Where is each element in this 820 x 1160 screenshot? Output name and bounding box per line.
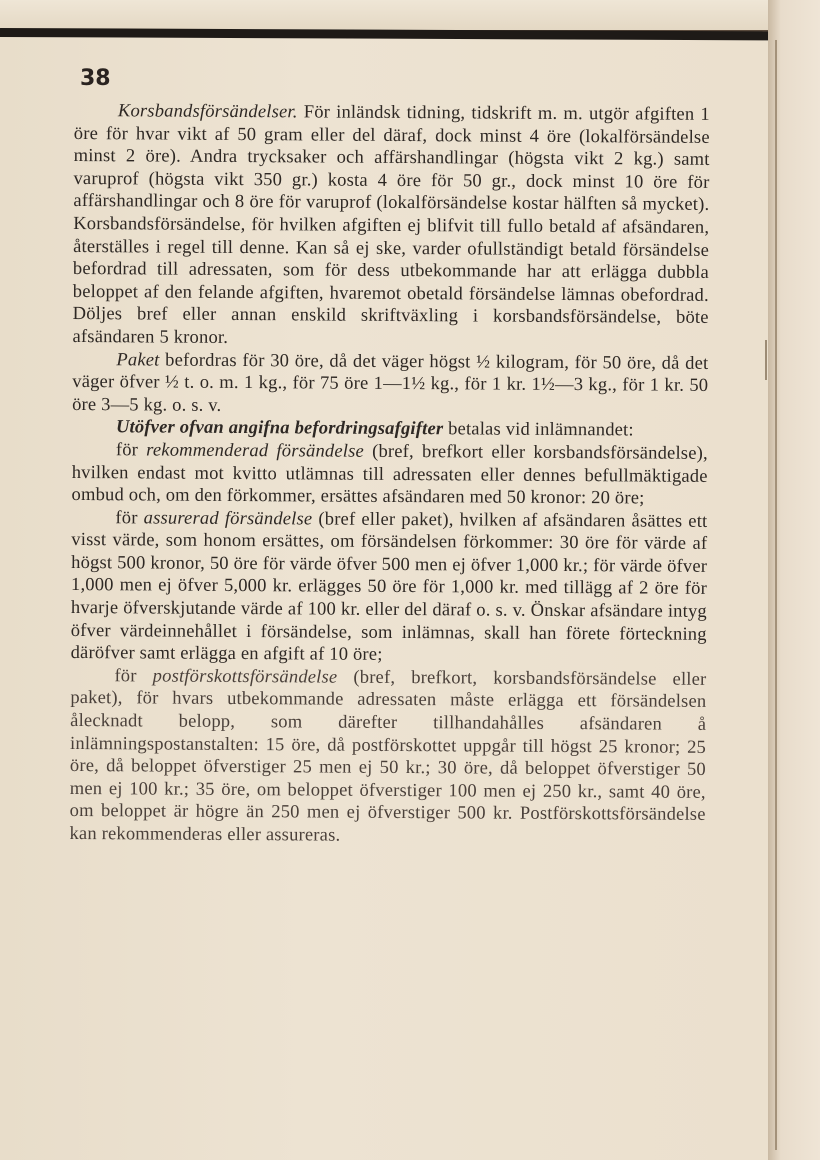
paragraph-body: För inländsk tidning, tidskrift m. m. utgör afgiften 1 öre för hvar vikt af 50 gram eller del däraf, dock minst 4 öre (lokalförsändelse minst 2 öre). Andra trycksaker och affärshandlingar (högsta vikt 2 kg.) samt varuprof (högsta vikt 350 gr.) kosta 4 öre för 50 gr., dock minst 10 öre för affärshandlingar och 8 öre för varuprof (lokalförsändelse kostar hälften så mycket). Korsbandsförsändelse, för hvilken afgiften ej blifvit till fullo betald af afsändaren, återställes i regel till denne. Kan så ej ske, varder ofullständigt betald försändelse befordrad till adressaten, som för dess utbekommande har att erlägga dubbla beloppet af den felande afgiften, hvaremot obetald försändelse lämnas obefordrad. Döljes bref eller annan enskild skriftväxling i korsbandsförsändelse, böte afsändaren 5 kronor. <box>72 102 710 348</box>
paragraph-body: befordras för 30 öre, då det väger högst ½ kilogram, för 50 öre, då det väger öfver ½ t. o. m. 1 kg., för 75 öre 1—1½ kg., för 1 kr. 1½—3 kg., för 1 kr. 50 öre 3—5 kg. o. s. v. <box>72 350 709 416</box>
paragraph-lead: Utöfver ofvan angifna befordringsafgifter <box>115 417 444 440</box>
paragraph-lead: Paket <box>116 349 160 371</box>
body-text <box>69 100 710 849</box>
paragraph-body: (bref eller paket), hvilken af afsändaren åsättes ett visst värde, som honom ersättes, om försändelsen förkommer: 30 öre för värde af högst 500 kronor, 50 öre för värde öfver 500 men ej öfver 1,000 kr.; för värde öfver 1,000 men ej öfver 5,000 kr. erlägges 50 öre för 1,000 kr. med tillägg af 2 öre för hvarje öfverskjutande värde af 100 kr. eller del däraf o. s. v. Önskar afsändare intyg öfver värdeinnehållet i försändelse, som inlämnas, skall han förete förteckning däröfver samt erlägga en afgift af 10 öre; <box>70 509 708 666</box>
paragraph-prefix: för <box>115 507 144 529</box>
page-top-edge <box>0 0 820 30</box>
paragraph-body: (bref, brefkort eller korsbandsförsändelse), hvilken endast mot kvitto utlämnas till adressaten eller dennes befullmäktigade ombud och, om den förkommer, ersättes afsändaren med 50 kronor: 20 öre; <box>71 441 708 509</box>
paragraph-lead: rekommenderad försändelse <box>146 440 365 462</box>
paragraph-body: betalas vid inlämnandet: <box>443 419 634 441</box>
page-fold-line <box>775 40 777 1150</box>
page-number: 38 <box>80 66 111 91</box>
paragraph-paket <box>72 349 708 421</box>
paragraph-body: (bref, brefkort, korsbandsförsändelse eller paket), för hvars utbekommande adressaten måste erlägga ett försändelsen ålecknadt belopp, som därefter tillhandahålles afsändaren å inlämningspostanstalten: 15 öre, då postförskottet uppgår till högst 25 kronor; 25 öre, då beloppet öfverstiger 25 men ej 50 kr.; 30 öre, då beloppet öfverstiger 50 men ej 100 kr.; 35 öre, om beloppet öfverstiger 100 men ej 250 kr., samt 40 öre, om beloppet är högre än 250 men ej öfverstiger 500 kr. Postförskottsförsändelse kan rekommenderas eller assureras. <box>69 667 707 846</box>
paragraph-assurerad <box>71 507 708 669</box>
paragraph-prefix: för <box>115 440 147 461</box>
paragraph-prefix: för <box>114 666 153 687</box>
margin-mark <box>765 340 767 380</box>
paragraph-lead: postförskottsförsändelse <box>152 666 338 688</box>
paragraph-lead: Korsbandsförsändelser. <box>117 101 298 123</box>
paragraph-postforskott <box>69 665 706 850</box>
paragraph-lead: assurerad försändelse <box>143 508 313 530</box>
paragraph-rekommenderad <box>72 439 708 511</box>
paragraph-korsband <box>72 100 710 352</box>
